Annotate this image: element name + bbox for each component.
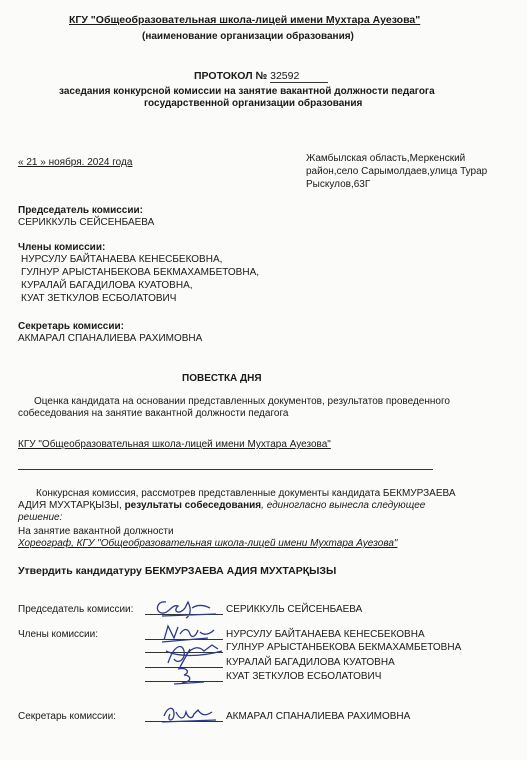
protocol-date: « 21 » ноября. 2024 года xyxy=(18,157,133,168)
members-heading: Члены комиссии: xyxy=(18,242,106,253)
agenda-org: КГУ "Общеобразовательная школа-лицей имени Мухтара Ауезова" xyxy=(18,439,331,450)
protocol-title-prefix: ПРОТОКОЛ № xyxy=(194,70,268,82)
sig-secretary-name: АКМАРАЛ СПАНАЛИЕВА РАХИМОВНА xyxy=(226,711,411,722)
position-label: На занятие вакантной должности xyxy=(18,526,174,537)
position-value: Хореограф, КГУ "Общеобразовательная школа-лицей имени Мухтара Ауезова" xyxy=(18,538,398,549)
sig-member-name: КУАТ ЗЕТКУЛОВ ЕСБОЛАТОВИЧ xyxy=(226,671,382,682)
member-item: КУРАЛАЙ БАГАДИЛОВА КУАТОВНА, xyxy=(21,280,193,291)
decision-line-3: решение: xyxy=(18,512,63,523)
chair-signature xyxy=(152,596,222,620)
address-line-1: Жамбылская область,Меркенский xyxy=(306,153,466,164)
sig-member-name: КУРАЛАЙ БАГАДИЛОВА КУАТОВНА xyxy=(226,657,395,668)
address-line-3: Рыскулов,63Г xyxy=(306,179,371,190)
decision-line-2 xyxy=(18,500,425,512)
secretary-signature xyxy=(158,702,220,726)
interview-results: результаты собеседования xyxy=(124,500,262,511)
chair-heading: Председатель комиссии: xyxy=(18,205,143,216)
decision-line-1: Конкурсная комиссия, рассмотрев представленные документы кандидата БЕКМУРЗАЕВА xyxy=(36,488,456,499)
member-item: КУАТ ЗЕТКУЛОВ ЕСБОЛАТОВИЧ xyxy=(21,293,177,304)
sig-member-name: ГУЛНУР АРЫСТАНБЕКОВА БЕКМАХАМБЕТОВНА xyxy=(226,642,462,653)
sig-members-label: Члены комиссии: xyxy=(18,629,99,640)
chair-name: СЕРИККУЛЬ СЕЙСЕНБАЕВА xyxy=(18,217,155,228)
agenda-line-1: Оценка кандидата на основании представленных документов, результатов проведенного xyxy=(34,396,450,407)
org-caption: (наименование организации образования) xyxy=(142,31,354,42)
member-signature xyxy=(170,665,210,685)
protocol-subtitle-1: заседания конкурсной комиссии на занятие вакантной должности педагога xyxy=(59,86,435,97)
sig-secretary-label: Секретарь комиссии: xyxy=(18,711,116,722)
member-item: НУРСУЛУ БАЙТАНАЕВА КЕНЕСБЕКОВНА, xyxy=(21,254,223,265)
address-line-2: район,село Сарымолдаев,улица Турар xyxy=(306,166,488,177)
sig-member-name: НУРСУЛУ БАЙТАНАЕВА КЕНЕСБЕКОВНА xyxy=(226,629,425,640)
sig-chair-name: СЕРИККУЛЬ СЕЙСЕНБАЕВА xyxy=(226,604,363,615)
unanimous-text: , единогласно вынесла следующее xyxy=(261,500,426,511)
protocol-title xyxy=(194,70,328,83)
agenda-line-2: собеседования на занятие вакантной должности педагога xyxy=(18,408,289,419)
secretary-heading: Секретарь комиссии: xyxy=(18,321,124,332)
agenda-heading: ПОВЕСТКА ДНЯ xyxy=(182,373,262,384)
candidate-name: АДИЯ МУХТАРҚЫЗЫ, xyxy=(18,500,125,511)
divider-line xyxy=(18,469,433,470)
approve-text: Утвердить кандидатуру БЕКМУРЗАЕВА АДИЯ МУХТАРҚЫЗЫ xyxy=(18,565,337,577)
sig-chair-label: Председатель комиссии: xyxy=(18,604,134,615)
secretary-name: АКМАРАЛ СПАНАЛИЕВА РАХИМОВНА xyxy=(18,333,203,344)
protocol-subtitle-2: государственной организации образования xyxy=(144,98,363,109)
org-name: КГУ "Общеобразовательная школа-лицей имени Мухтара Ауезова" xyxy=(69,14,421,26)
protocol-number: 32592 xyxy=(270,71,328,83)
member-item: ГУЛНУР АРЫСТАНБЕКОВА БЕКМАХАМБЕТОВНА, xyxy=(21,267,260,278)
